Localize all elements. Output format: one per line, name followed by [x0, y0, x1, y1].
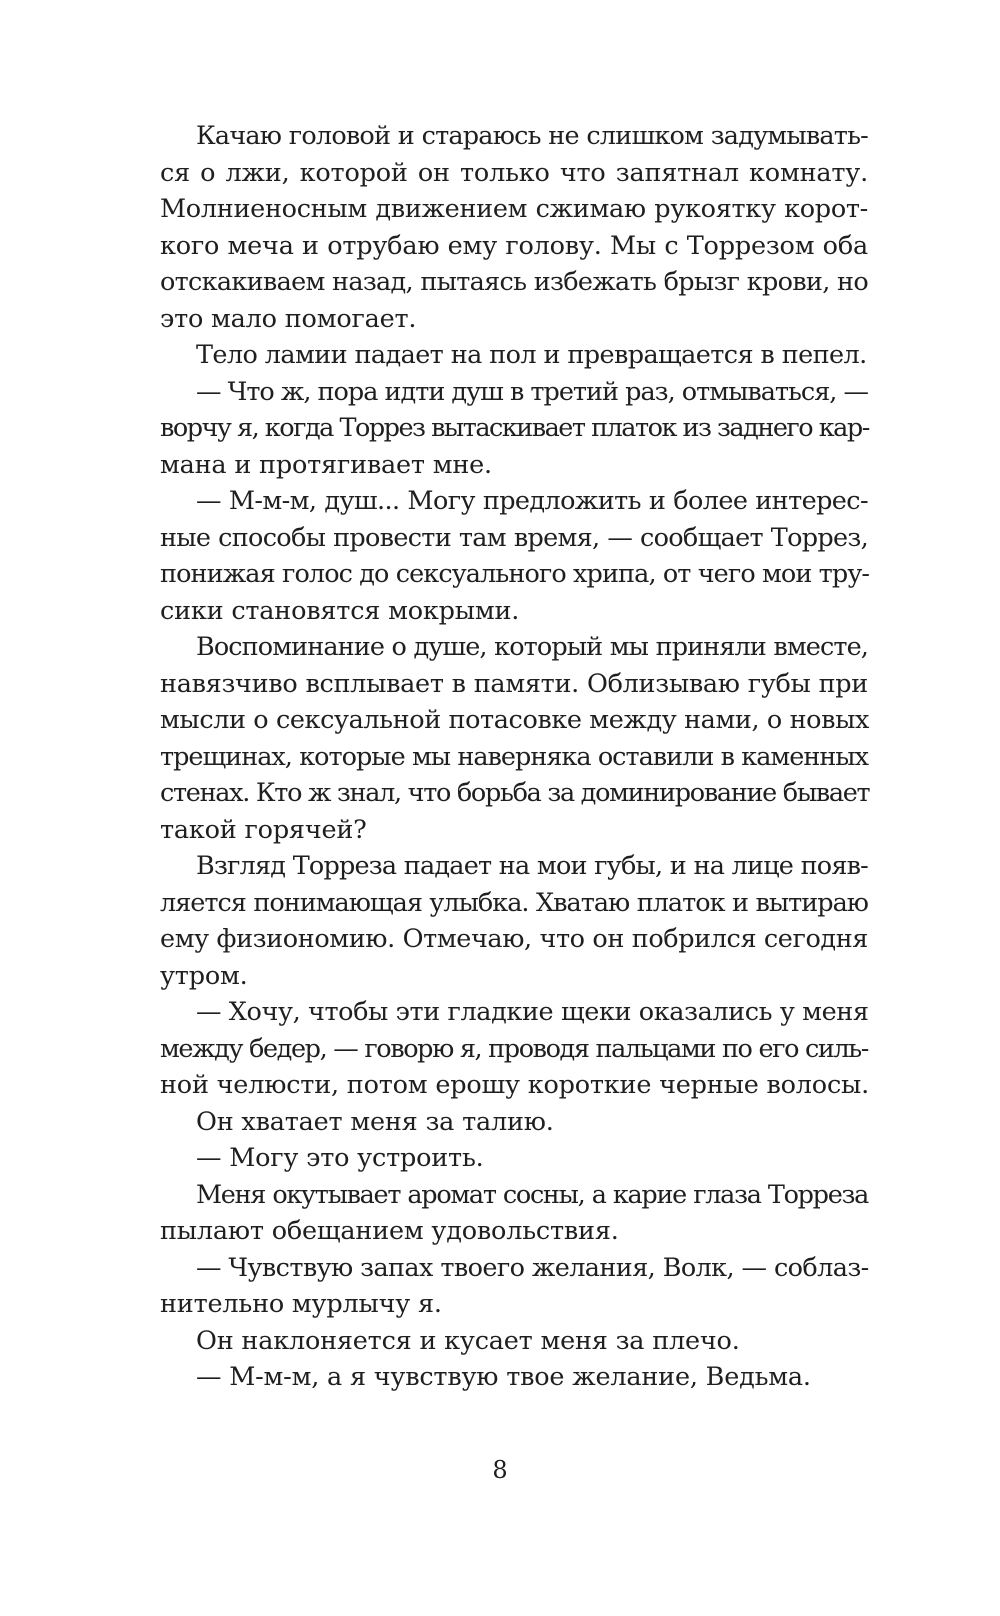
text-line: ные способы провести там время, — сообщает Торрез, — [160, 522, 868, 553]
text-line: утром. — [160, 960, 248, 991]
text-line: — Что ж, пора идти душ в третий раз, отмываться, — — [196, 376, 869, 407]
text-line: ся о лжи, которой он только что запятнал комнату. — [160, 157, 868, 188]
text-line: понижая голос до сексуального хрипа, от чего мои тру- — [160, 559, 870, 589]
text-line: это мало помогает. — [160, 303, 417, 334]
text-line: пылают обещанием удовольствия. — [160, 1216, 619, 1246]
body-text — [160, 118, 868, 1396]
text-line: мана и протягивает мне. — [160, 449, 492, 480]
text-line: кого меча и отрубаю ему голову. Мы с Торрезом оба — [160, 230, 868, 261]
page-number: 8 — [492, 1456, 508, 1484]
text-line: отскакиваем назад, пытаясь избежать брызг крови, но — [160, 267, 868, 297]
text-line: Качаю головой и стараюсь не слишком задумывать- — [196, 121, 868, 151]
text-line: между бедер, — говорю я, проводя пальцами по его силь- — [160, 1033, 868, 1064]
text-line: — М-м-м, а я чувствую твое желание, Ведьма. — [196, 1362, 811, 1392]
text-line: ему физиономию. Отмечаю, что он побрился сегодня — [160, 924, 868, 954]
text-line: Он хватает меня за талию. — [196, 1106, 554, 1137]
text-line: — Чувствую запах твоего желания, Волк, — соблаз- — [196, 1252, 869, 1283]
text-line: мысли о сексуальной потасовке между нами, о новых — [160, 705, 869, 735]
text-line: навязчиво всплывает в памяти. Облизываю губы при — [160, 668, 868, 699]
text-line: Взгляд Торреза падает на мои губы, и на лице появ- — [196, 851, 868, 881]
text-line: Воспоминание о душе, который мы приняли вместе, — [196, 632, 868, 662]
text-line: трещинах, которые мы наверняка оставили в каменных — [160, 741, 868, 772]
text-line: Он наклоняется и кусает меня за плечо. — [196, 1325, 740, 1356]
text-line: стенах. Кто ж знал, что борьба за доминирование бывает — [160, 778, 870, 808]
text-line: Молниеносным движением сжимаю рукоятку корот- — [160, 194, 868, 224]
text-line: ворчу я, когда Торрез вытаскивает платок из заднего кар- — [160, 413, 869, 443]
text-line: Меня окутывает аромат сосны, а карие глаза Торреза — [196, 1179, 868, 1210]
text-line: — Хочу, чтобы эти гладкие щеки оказались у меня — [196, 997, 869, 1027]
text-line: сики становятся мокрыми. — [160, 595, 520, 626]
text-line: Тело ламии падает на пол и превращается в пепел. — [196, 340, 867, 370]
text-line: ной челюсти, потом ерошу короткие черные волосы. — [160, 1070, 870, 1100]
text-line: ляется понимающая улыбка. Хватаю платок и вытираю — [160, 887, 868, 918]
text-line: нительно мурлычу я. — [160, 1289, 442, 1319]
text-line: — М-м-м, душ... Могу предложить и более интерес- — [196, 486, 868, 516]
text-line: — Могу это устроить. — [196, 1143, 484, 1173]
text-line: такой горячей? — [160, 814, 367, 845]
